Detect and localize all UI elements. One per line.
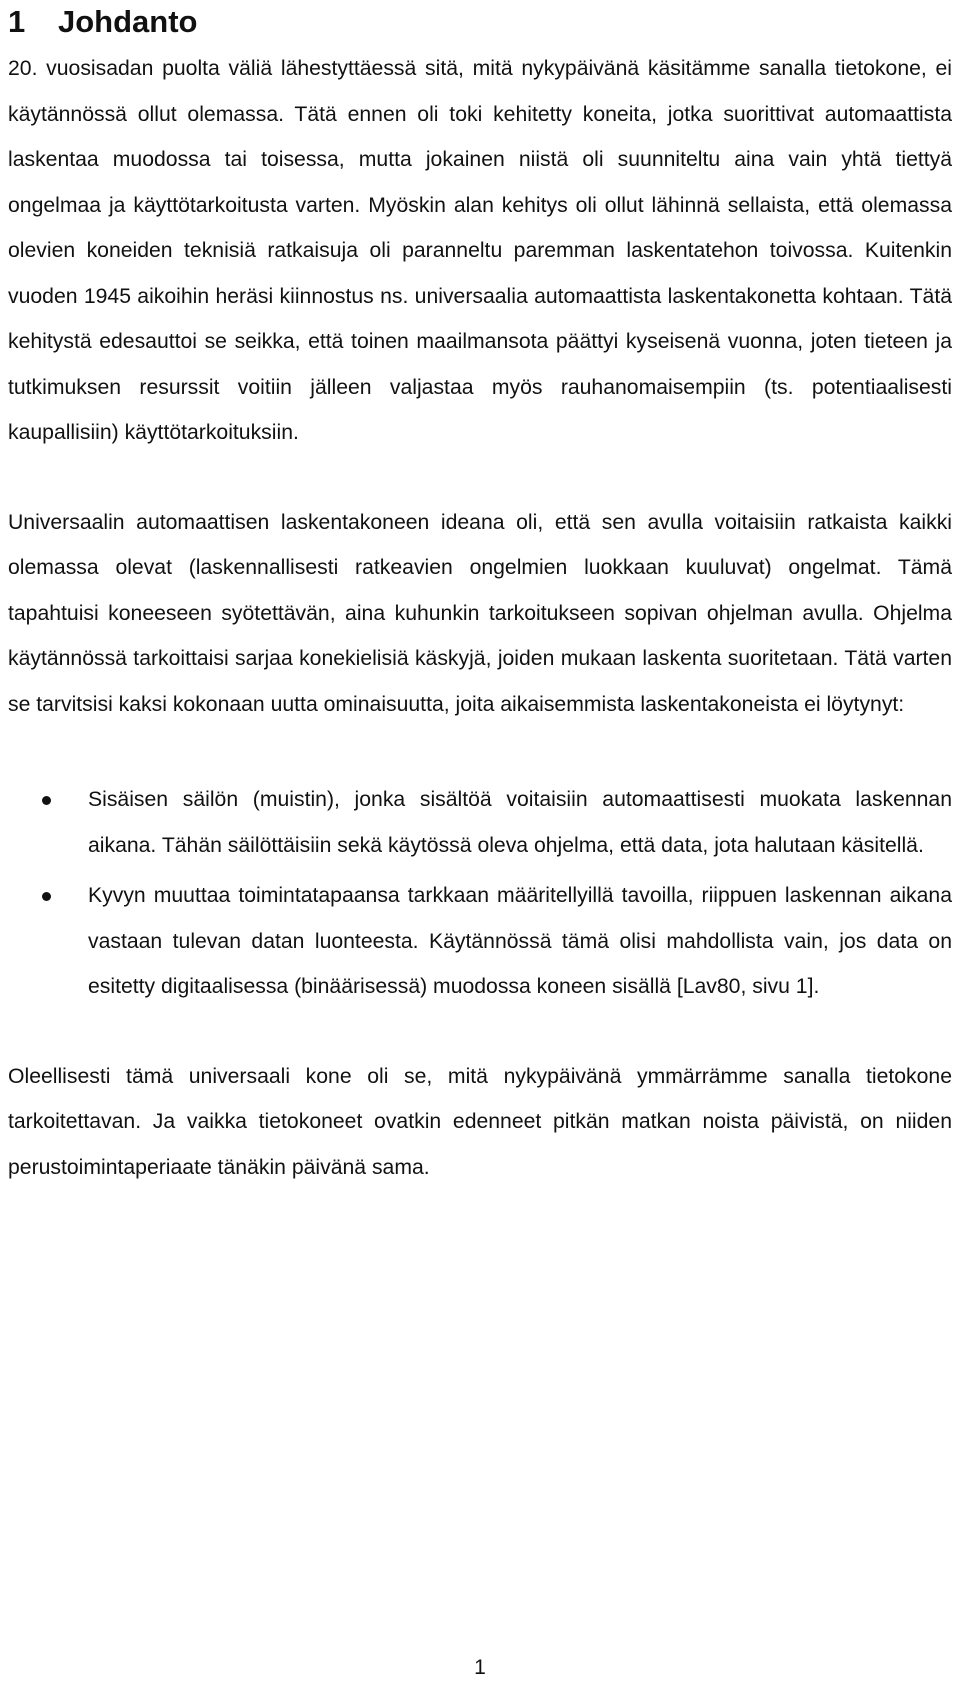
bullet-icon xyxy=(42,892,51,901)
page-number: 1 xyxy=(474,1656,486,1679)
list-item xyxy=(8,777,952,868)
section-number: 1 xyxy=(8,4,26,39)
list-item-text: Sisäisen säilön (muistin), jonka sisältöä voitaisiin automaattisesti muokata laskennan aikana. Tähän säilöttäisiin sekä käytössä oleva ohjelma, että data, jota halutaan käsitellä. xyxy=(88,788,952,857)
universal-machine-paragraph: Universaalin automaattisen laskentakoneen ideana oli, että sen avulla voitaisiin ratkaista kaikki olemassa olevat (laskennallisesti ratkeavien ongelmien luokkaan kuuluvat) ongelmat. Tämä tapahtuisi koneeseen syötettävän, aina kuhunkin tarkoitukseen sopivan ohjelman avulla. Ohjelma käytännössä tarkoittaisi sarjaa konekielisiä käskyjä, joiden mukaan laskenta suoritetaan. Tätä varten se tarvitsisi kaksi kokonaan uutta ominaisuutta, joita aikaisemmista laskentakoneista ei löytynyt: xyxy=(8,510,952,716)
document-page xyxy=(8,0,952,1190)
closing-paragraph: Oleellisesti tämä universaali kone oli se, mitä nykypäivänä ymmärrämme sanalla tietokone tarkoitettavan. Ja vaikka tietokoneet ovatkin edenneet pitkän matkan noista päivistä, on niiden perustoimintaperiaate tänäkin päivänä sama. xyxy=(8,1064,952,1179)
list-item xyxy=(8,873,952,1010)
section-title: Johdanto xyxy=(58,4,198,39)
bullet-icon xyxy=(42,796,51,805)
intro-paragraph: 20. vuosisadan puolta väliä lähestyttäessä sitä, mitä nykypäivänä käsitämme sanalla tietokone, ei käytännössä ollut olemassa. Tätä ennen oli toki kehitetty koneita, jotka suorittivat automaattista laskentaa muodossa tai toisessa, mutta jokainen niistä oli suunniteltu aina vain yhtä tiettyä ongelmaa ja käyttötarkoitusta varten. Myöskin alan kehitys oli ollut lähinnä sellaista, että olemassa olevien koneiden teknisiä ratkaisuja oli paranneltu paremman laskentatehon toivossa. Kuitenkin vuoden 1945 aikoihin heräsi kiinnostus ns. universaalia automaattista laskentakonetta kohtaan. Tätä kehitystä edesauttoi se seikka, että toinen maailmansota päättyi kyseisenä vuonna, joten tieteen ja tutkimuksen resurssit voitiin jälleen valjastaa myös rauhanomaisempiin (ts. potentiaalisesti kaupallisiin) käyttötarkoituksiin. xyxy=(8,57,952,444)
list-item-text: Kyvyn muuttaa toimintatapaansa tarkkaan määritellyillä tavoilla, riippuen laskennan aikana vastaan tulevan datan luonteesta. Käytännössä tämä olisi mahdollista vain, jos data on esitetty digitaalisessa (binäärisessä) muodossa koneen sisällä [Lav80, sivu 1]. xyxy=(88,884,952,998)
requirements-list xyxy=(8,777,952,1010)
section-heading xyxy=(8,0,952,42)
